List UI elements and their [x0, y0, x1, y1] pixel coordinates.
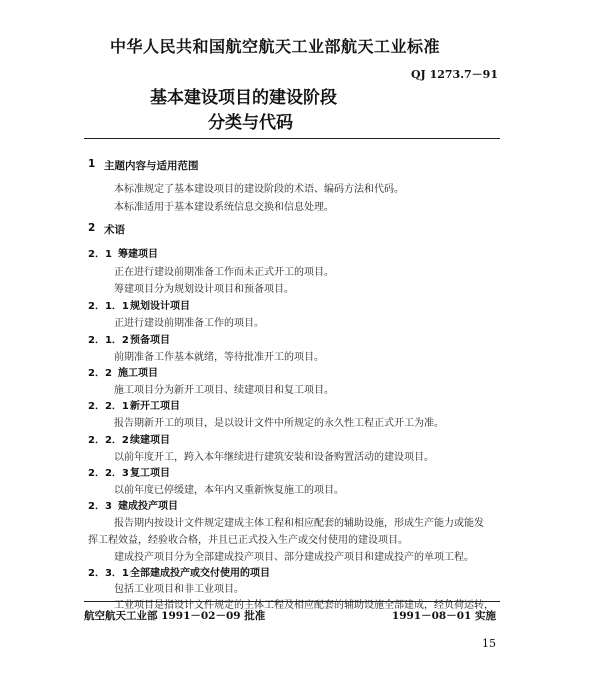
section-2-3-number: 2．3: [88, 501, 112, 512]
section-2-3-paragraph-1-line-1: 报告期内按设计文件规定建成主体工程和相应配套的辅助设施，形成生产能力或能发: [114, 518, 484, 529]
document-title-line-2: 分类与代码: [208, 113, 293, 133]
section-2-2-3-number: 2．2．3: [88, 468, 129, 479]
page-number: 15: [482, 637, 496, 650]
section-2-1-2-paragraph: 前期准备工作基本就绪，等待批准开工的项目。: [114, 352, 324, 363]
section-2-1-number: 2．1: [88, 249, 112, 260]
section-2-heading: 术语: [104, 224, 125, 236]
section-2-1-2-number: 2．1．2: [88, 335, 129, 346]
issuing-authority-header: 中华人民共和国航空航天工业部航天工业标准: [110, 37, 441, 56]
section-1-number: 1: [88, 158, 96, 170]
section-2-3-paragraph-1-line-2: 挥工程效益，经验收合格，并且已正式投入生产或交付使用的建设项目。: [88, 535, 408, 546]
section-2-2-2-heading: 续建项目: [130, 435, 170, 446]
title-divider: [84, 138, 500, 139]
document-title-line-1: 基本建设项目的建设阶段: [150, 88, 337, 108]
section-2-3-1-number: 2．3．1: [88, 568, 129, 579]
section-2-2-paragraph: 施工项目分为新开工项目、续建项目和复工项目。: [114, 385, 334, 396]
section-1-paragraph-2: 本标准适用于基本建设系统信息交换和信息处理。: [114, 202, 334, 213]
standard-number: QJ 1273.7－91: [410, 68, 498, 81]
section-2-1-1-number: 2．1．1: [88, 301, 129, 312]
section-1-paragraph-1: 本标准规定了基本建设项目的建设阶段的术语、编码方法和代码。: [114, 184, 404, 195]
section-2-1-heading: 筹建项目: [118, 249, 158, 260]
section-2-3-1-paragraph-2: 工业项目是指设计文件规定的主体工程及相应配套的辅助设施全部建成，经负荷运转，: [114, 596, 496, 611]
section-2-1-1-heading: 规划设计项目: [130, 301, 190, 312]
section-2-2-2-paragraph: 以前年度开工，跨入本年继续进行建筑安装和设备购置活动的建设项目。: [114, 452, 434, 463]
section-2-2-number: 2．2: [88, 368, 112, 379]
section-2-number: 2: [88, 222, 96, 234]
section-2-2-3-paragraph: 以前年度已停缓建，本年内又重新恢复施工的项目。: [114, 485, 344, 496]
section-1-heading: 主题内容与适用范围: [104, 160, 199, 172]
section-2-2-1-heading: 新开工项目: [130, 401, 180, 412]
section-2-2-1-number: 2．2．1: [88, 401, 129, 412]
approval-date: 航空航天工业部 1991－02－09 批准: [84, 610, 266, 622]
section-2-3-heading: 建成投产项目: [118, 501, 178, 512]
section-2-3-1-paragraph-1: 包括工业项目和非工业项目。: [114, 584, 244, 595]
section-2-1-2-heading: 预备项目: [130, 335, 170, 346]
effective-date: 1991－08－01 实施: [391, 610, 496, 622]
section-2-1-paragraph-1: 正在进行建设前期准备工作而未正式开工的项目。: [114, 267, 334, 278]
footer-divider: [84, 601, 500, 602]
section-2-3-paragraph-2: 建成投产项目分为全部建成投产项目、部分建成投产项目和建成投产的单项工程。: [114, 552, 474, 563]
section-2-1-paragraph-2: 筹建项目分为规划设计项目和预备项目。: [114, 284, 294, 295]
section-2-2-heading: 施工项目: [118, 368, 158, 379]
section-2-2-2-number: 2．2．2: [88, 435, 129, 446]
section-2-3-1-heading: 全部建成投产或交付使用的项目: [130, 568, 270, 579]
section-2-2-1-paragraph: 报告期新开工的项目，是以设计文件中所规定的永久性工程正式开工为准。: [114, 418, 444, 429]
section-2-2-3-heading: 复工项目: [130, 468, 170, 479]
section-2-1-1-paragraph: 正进行建设前期准备工作的项目。: [114, 318, 264, 329]
